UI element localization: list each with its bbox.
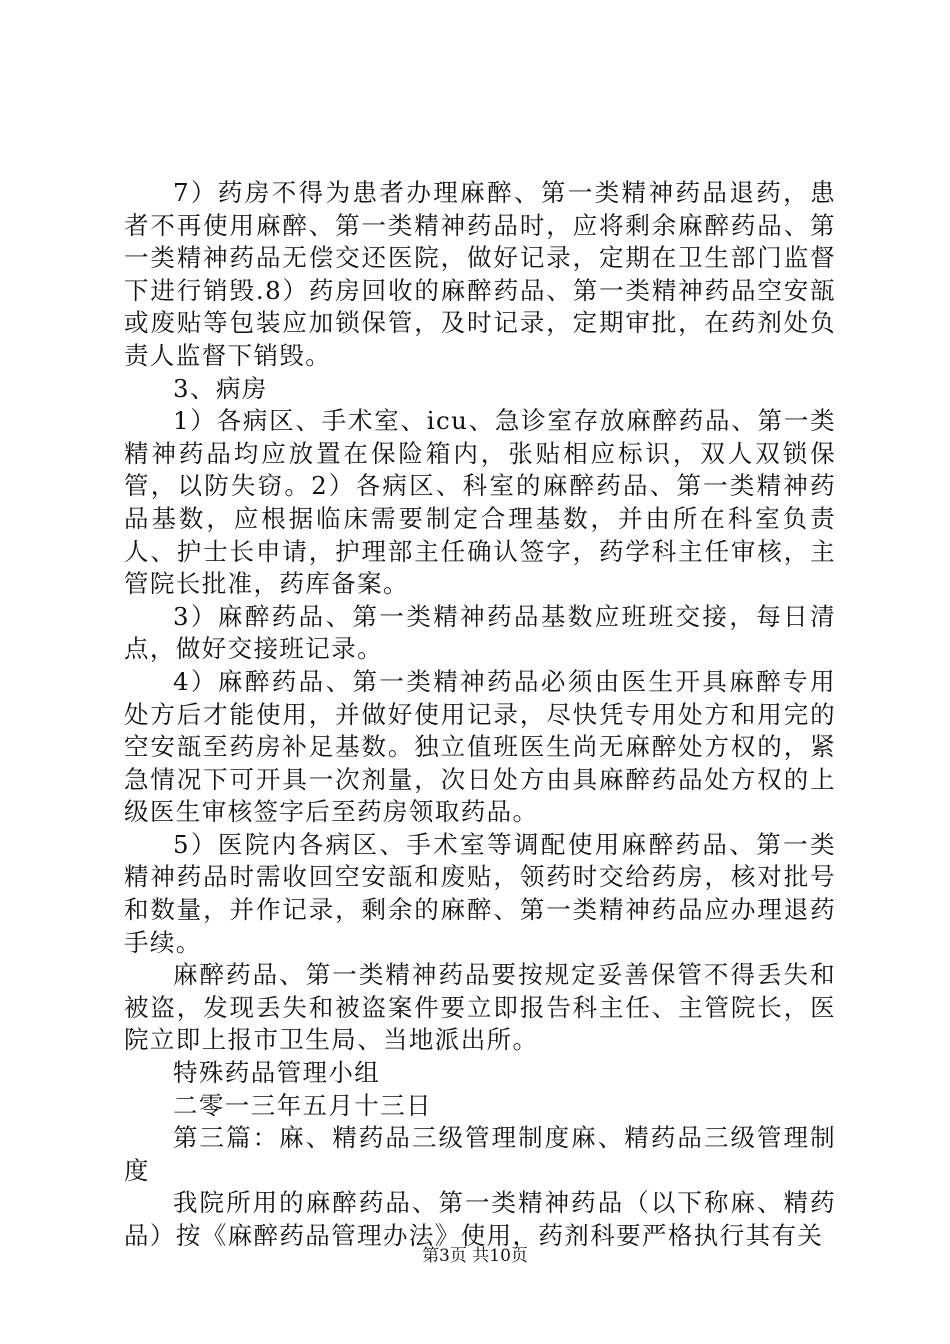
signature-date: 二零一三年五月十三日 — [173, 1090, 432, 1120]
paragraph-ward-storage: 1）各病区、手术室、icu、急诊室存放麻醉药品、第一类精神药品均应放置在保险箱内，张贴相应标识，双人双锁保管，以防失窃。2）各病区、科室的麻醉药品、第一类精神药品基数，应根据临床需要制定合理基数，并由所在科室负责人、护士长申请，护理部主任确认签字，药学科主任审核，主管院长批准，药库备案。 — [124, 406, 836, 599]
paragraph-prescription-use: 4）麻醉药品、第一类精神药品必须由医生开具麻醉专用处方后才能使用，并做好使用记录，尽快凭专用处方和用完的空安瓿至药房补足基数。独立值班医生尚无麻醉处方权的，紧急情况下可开具一次剂量，次日处方由具麻醉药品处方权的上级医生审核签字后至药房领取药品。 — [124, 666, 836, 827]
paragraph-pharmacy-return-rules: 7）药房不得为患者办理麻醉、第一类精神药品退药，患者不再使用麻醉、第一类精神药品时，应将剩余麻醉药品、第一类精神药品无偿交还医院，做好记录，定期在卫生部门监督下进行销毁.8）药房回收的麻醉药品、第一类精神药品空安瓿或废贴等包装应加锁保管，及时记录，定期审批，在药剂处负责人监督下销毁。 — [124, 178, 836, 370]
paragraph-hospital-usage: 我院所用的麻醉药品、第一类精神药品（以下称麻、精药品）按《麻醉药品管理办法》使用，药剂科要严格执行其有关 — [124, 1188, 836, 1250]
signature-group: 特殊药品管理小组 — [173, 1058, 381, 1088]
chapter-heading-third: 第三篇：麻、精药品三级管理制度麻、精药品三级管理制度 — [124, 1123, 836, 1185]
paragraph-loss-reporting: 麻醉药品、第一类精神药品要按规定妥善保管不得丢失和被盗，发现丢失和被盗案件要立即报告科主任、主管院长，医院立即上报市卫生局、当地派出所。 — [124, 960, 836, 1055]
page-number-footer: 第3页 共10页 — [422, 1246, 528, 1266]
paragraph-shift-handover: 3）麻醉药品、第一类精神药品基数应班班交接，每日清点，做好交接班记录。 — [124, 601, 836, 664]
paragraph-allocation-return: 5）医院内各病区、手术室等调配使用麻醉药品、第一类精神药品时需收回空安瓿和废贴，领药时交给药房，核对批号和数量，并作记录，剩余的麻醉、第一类精神药品应办理退药手续。 — [124, 829, 836, 957]
section-heading-ward: 3、病房 — [173, 373, 268, 403]
document-body — [124, 177, 836, 1253]
